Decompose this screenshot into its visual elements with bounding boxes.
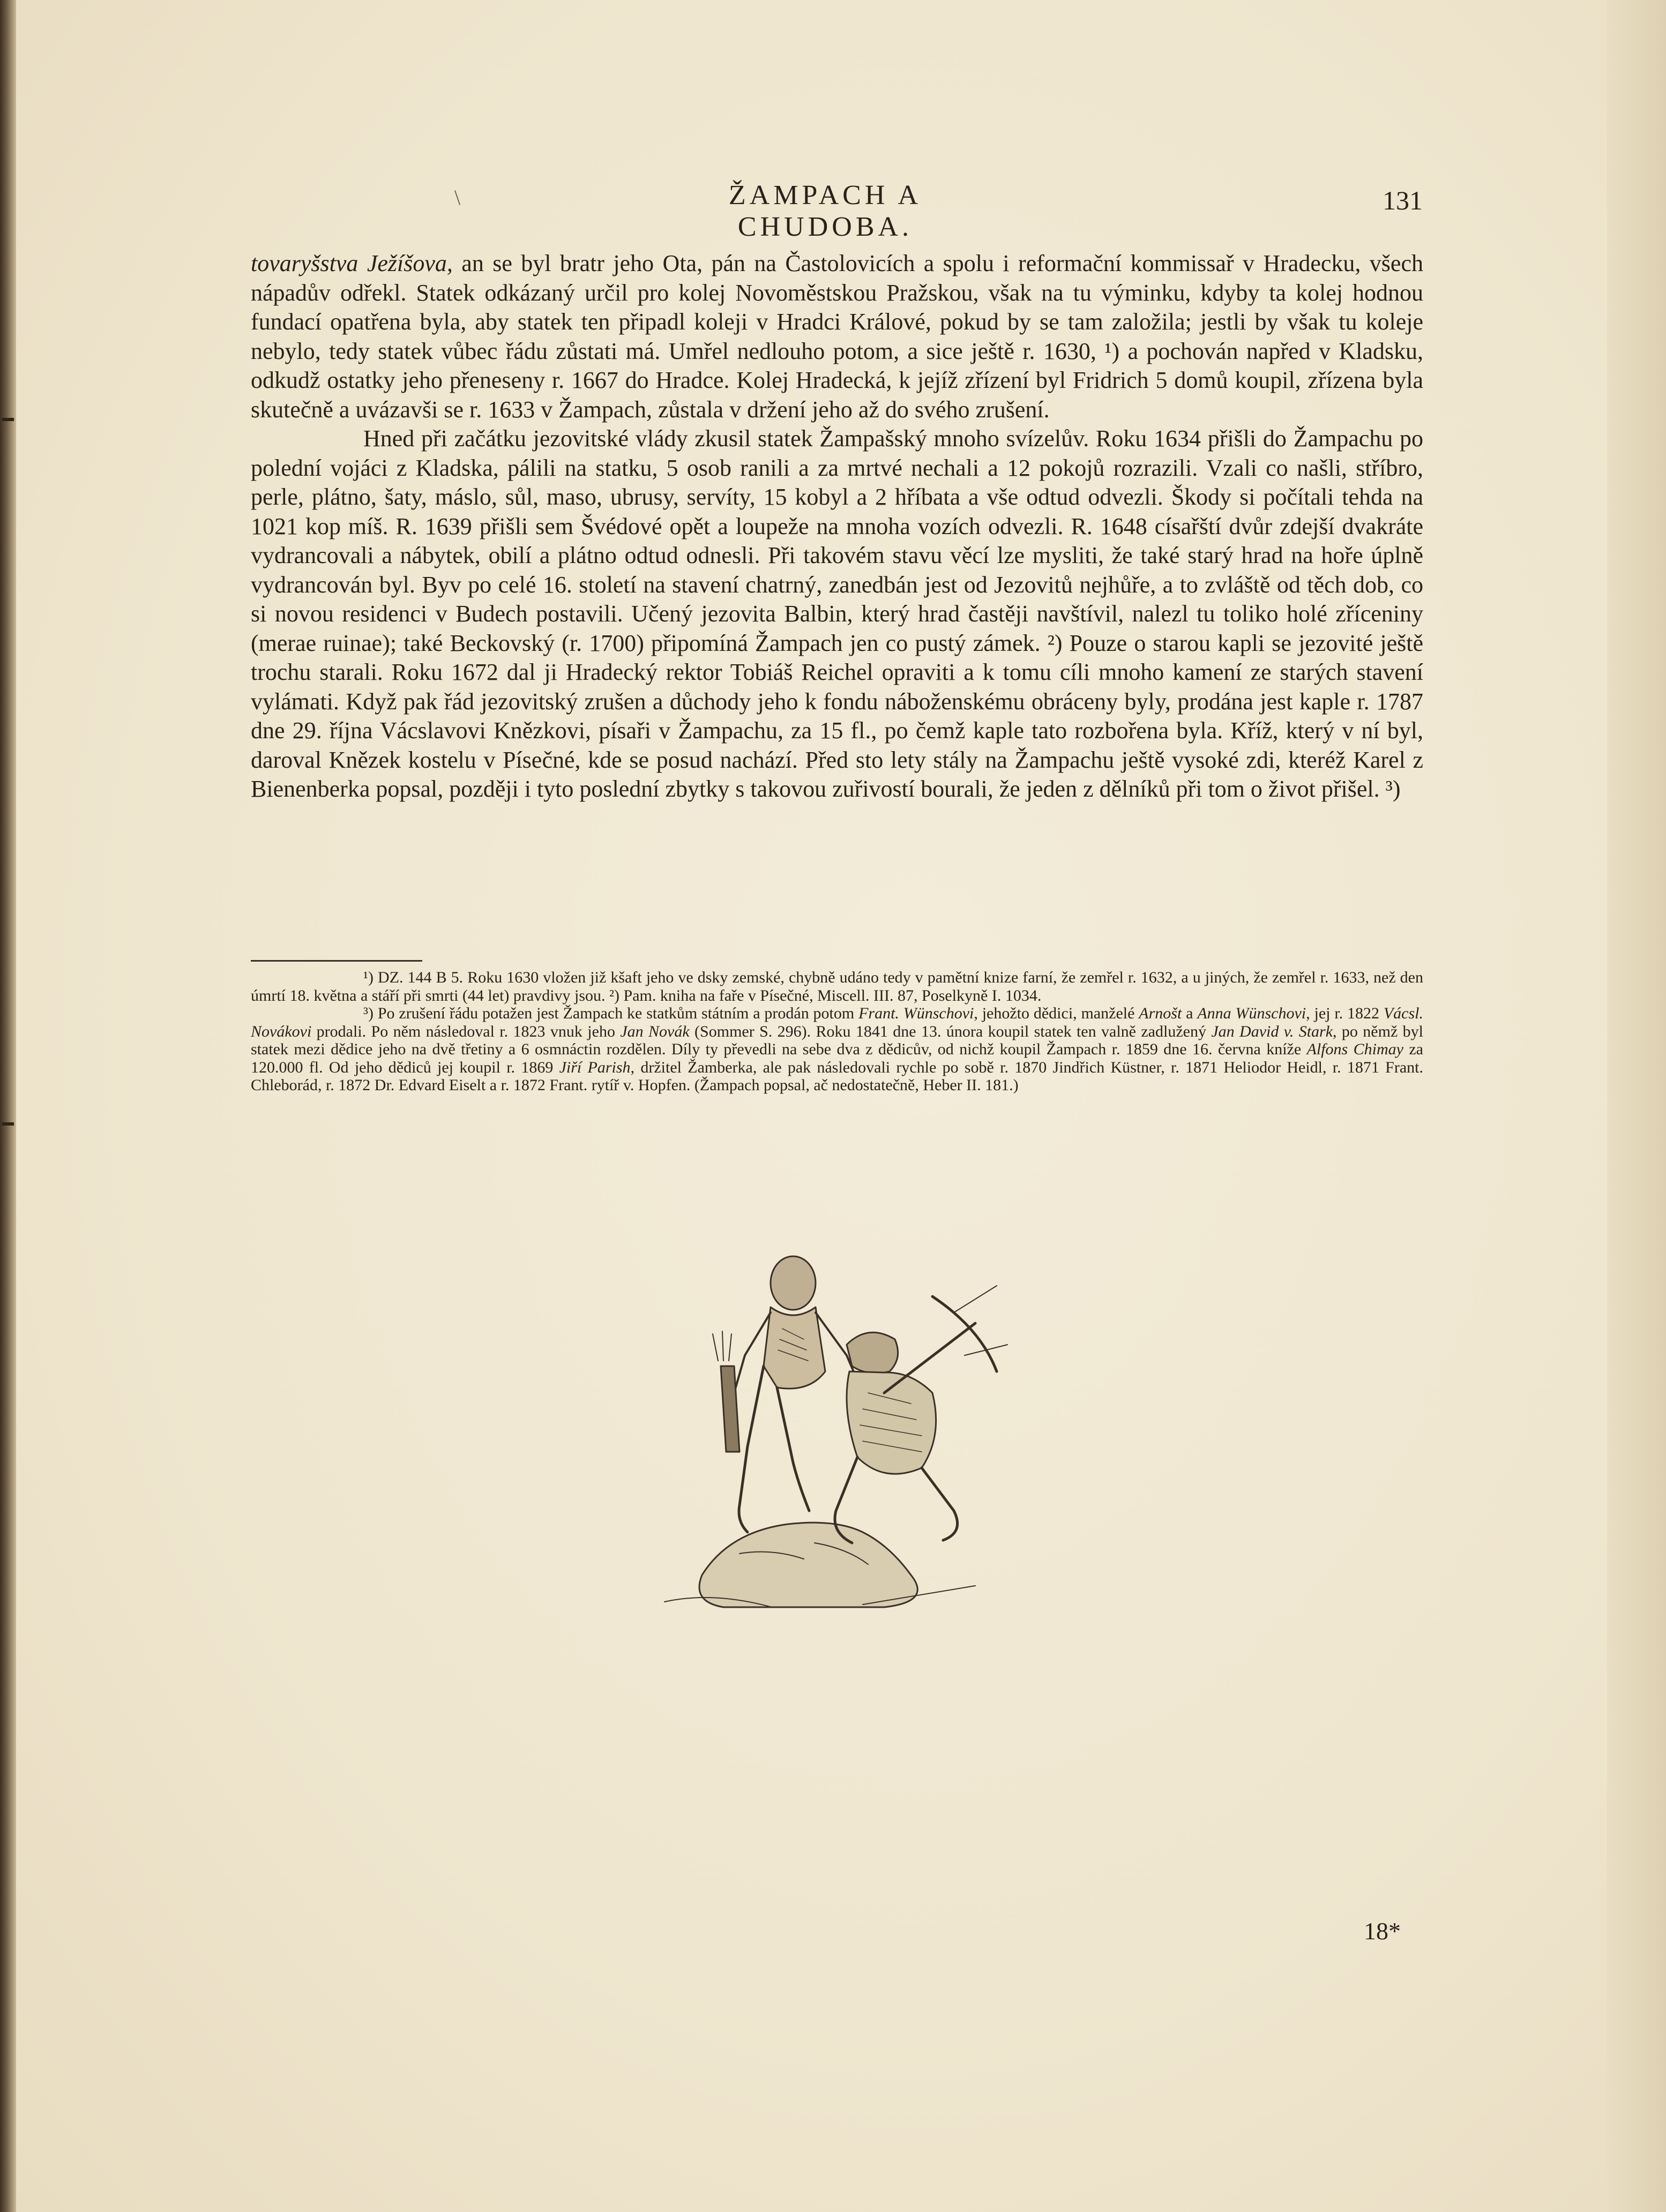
italic-text: Frant. Wünschovi: [858, 1004, 974, 1022]
text-run: , jej r. 1822: [1306, 1004, 1384, 1022]
text-run: ³) Po zrušení řádu potažen jest Žampach ke statkům státním a prodán potom: [363, 1004, 859, 1022]
italic-text: tovaryšstva Ježíšova,: [251, 250, 453, 276]
footnote: [251, 969, 1423, 1004]
text-run: Hned při začátku jezovitské vlády zkusil statek Žampašský mnoho svízelův. Roku 1634 přišli do Žampachu po polední vojáci z Kladska, pálili na statku, 5 osob ranili a za mrtvé nechali a 12 pokojů rozrazili. Vzali co našli, stříbro, perle, plátno, šaty, máslo, sůl, maso, ubrusy, servíty, 15 kobyl a 2 hříbata a vše odtud odvezli. Škody si počítali tehda na 1021 kop míš. R. 1639 přišli sem Švédové opět a loupeže na mnoha vozích odvezli. R. 1648 císařští dvůr zdejší dvakráte vydrancovali a nábytek, obilí a plátno odtud odnesli. Při takovém stavu věcí lze mysliti, že také starý hrad na hoře úplně vydrancován byl. Byv po celé 16. století na stavení chatrný, zanedbán jest od Jezovitů nejhůře, a to zvláště od těch dob, co si novou residenci v Budech postavili. Učený jezovita Balbin, který hrad častěji navštívil, nalezl tu toliko holé zříceniny (merae ruinae); také Beckovský (r. 1700) připomíná Žampach jen co pustý zámek. ²) Pouze o starou kapli se jezovité ještě trochu starali. Roku 1672 dal ji Hradecký rektor Tobiáš Reichel opraviti a k tomu cíli mnoho kamení ze starých stavení vylámati. Když pak řád jezovitský zrušen a důchody jeho k fondu náboženskému obráceny byly, prodána jest kaple r. 1787 dne 29. října Vácslavovi Knězkovi, písaři v Žampachu, za 15 fl., po čemž kaple tato rozbořena byla. Kříž, který v ní byl, daroval Knězek kostelu v Písečné, kde se posud nachází. Před sto lety stály na Žampachu ještě vysoké zdi, kteréž Karel z Bienenberka popsal, později i tyto poslední zbytky s takovou zuřivostí bourali, že jeden z dělníků při tom o život přišel. ³): [251, 425, 1423, 802]
book-spine: [0, 0, 16, 2212]
italic-text: Anna Wünschovi: [1197, 1004, 1306, 1022]
text-run: , po němž byl statek mezi dědice jeho na dvě třetiny a 6 osmnáctin rozdělen. Díly ty převedli na sebe dva z dědicův, od nichž koupil Žampach r. 1859 dne 16. června kníže: [251, 1022, 1423, 1058]
italic-text: Jan David v. Stark: [1211, 1022, 1333, 1040]
text-run: (Sommer S. 296). Roku 1841 dne 13. února koupil statek ten valně zadlužený: [689, 1022, 1212, 1040]
italic-text: Jiří Parish: [559, 1058, 631, 1076]
header-mark: \: [454, 185, 461, 209]
page-number: 131: [1383, 185, 1423, 215]
italic-text: Jan Novák: [620, 1022, 690, 1040]
running-title: ŽAMPACH A CHUDOBA.: [728, 180, 922, 242]
spine-mark: [2, 1122, 14, 1126]
paragraph: [251, 424, 1423, 804]
footnote: [251, 1004, 1423, 1094]
text-run: a: [1182, 1004, 1198, 1022]
footnote-rule: [251, 960, 422, 962]
spine-mark: [2, 418, 14, 421]
signature-mark: 18*: [1364, 1917, 1401, 1945]
text-run: , jehožto dědici, manželé: [974, 1004, 1139, 1022]
text-run: prodali. Po něm následoval r. 1823 vnuk jeho: [311, 1022, 621, 1040]
footnotes: [251, 969, 1423, 1094]
engraving-two-medieval-soldiers-with-crossbow-icon: [632, 1232, 1040, 1618]
page-edge: [1607, 0, 1666, 2212]
text-run: za 120.000 fl. Od jeho dědiců jej koupil r. 1869: [251, 1040, 1423, 1076]
text-run: an se byl bratr jeho Ota, pán na Častolovicích a spolu i reformační kommissař v Hradecku, všech nápadův odřekl. Statek odkázaný určil pro kolej Novoměstskou Pražskou, však na tu výminku, kdyby ta kolej hodnou fundací opatřena byla, aby statek ten připadl koleji v Hradci Králové, pokud by se tam založila; jestli by však tu koleje nebylo, tedy statek vůbec řádu zůstati má. Umřel nedlouho potom, a sice ještě r. 1630, ¹) a pochován napřed v Kladsku, odkudž ostatky jeho přeneseny r. 1667 do Hradce. Kolej Hradecká, k jejíž zřízení byl Fridrich 5 domů koupil, zřízena byla skutečně a uvázavši se r. 1633 v Žampach, zůstala v držení jeho až do svého zrušení.: [251, 250, 1423, 423]
text-run: ¹) DZ. 144 B 5. Roku 1630 vložen již kšaft jeho ve dsky zemské, chybně udáno tedy v pamětní knize farní, že zemřel r. 1632, a u jiných, že zemřel r. 1633, než den úmrtí 18. května a stáří při smrti (44 let) pravdivy jsou. ²) Pam. kniha na faře v Písečné, Miscell. III. 87, Poselkyně I. 1034.: [251, 969, 1423, 1004]
text-run: , držitel Žamberka, ale pak následovali rychle po sobě r. 1870 Jindřich Küstner, r. 1871 Heliodor Heidl, r. 1871 Frant. Chleborád, r. 1872 Dr. Edvard Eiselt a r. 1872 Frant. rytíř v. Hopfen. (Žampach popsal, ač nedostatečně, Heber II. 181.): [251, 1058, 1423, 1094]
italic-text: Alfons Chimay: [1306, 1040, 1403, 1058]
italic-text: Vácsl. Novákovi: [251, 1004, 1423, 1040]
italic-text: Arnošt: [1139, 1004, 1182, 1022]
paragraph: [251, 249, 1423, 424]
body-text: [251, 249, 1423, 804]
